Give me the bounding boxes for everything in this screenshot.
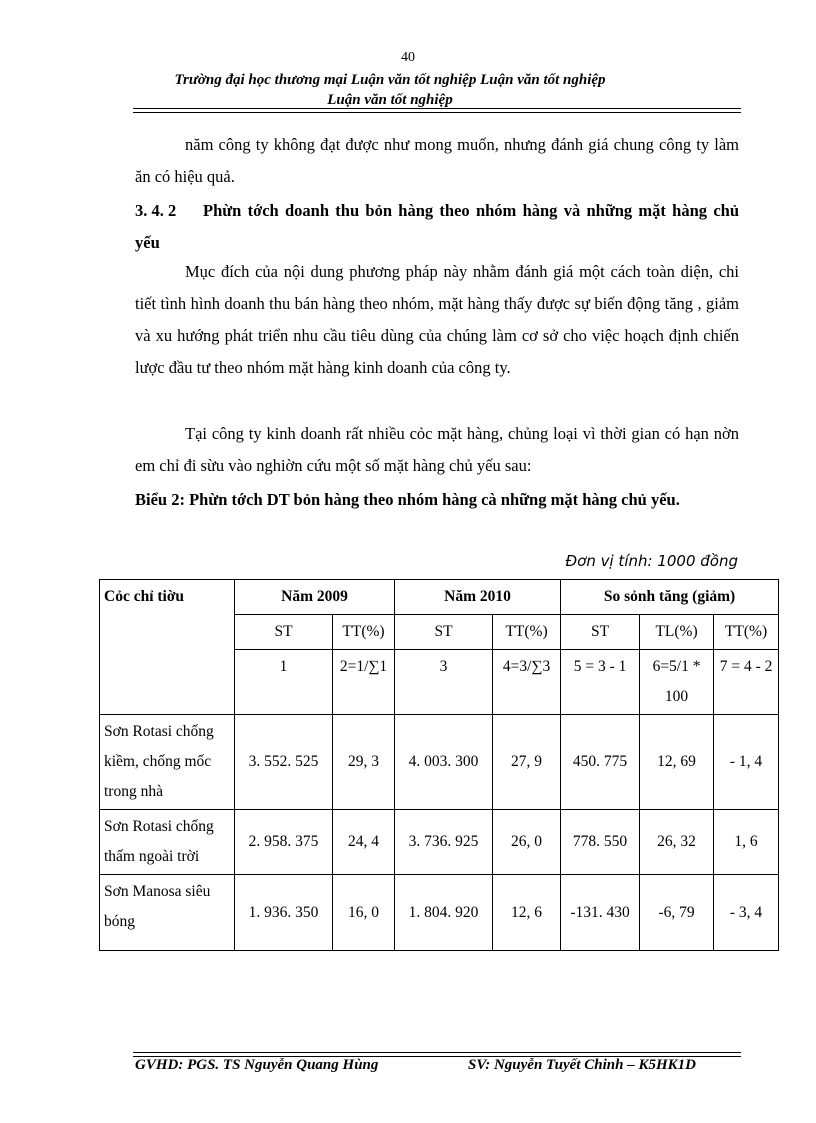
paragraph-3: Tại công ty kinh doanh rất nhiều cỏc mặt hàng, chủng loại vì thời gian có hạn nờn em chỉ đi sừu vào nghiờn cứu một số mặt hàng chủ yếu sau: bbox=[135, 424, 739, 475]
header-indicator: Cỏc chỉ tiờu bbox=[100, 580, 235, 715]
section-heading bbox=[135, 195, 739, 259]
table-cell: 12, 6 bbox=[493, 875, 561, 951]
footer-advisor: GVHD: PGS. TS Nguyễn Quang Hùng bbox=[135, 1057, 379, 1073]
header-line-2: Luận văn tốt nghiệp bbox=[327, 92, 453, 108]
subheader-cell: ST bbox=[235, 615, 333, 650]
footer-student: SV: Nguyễn Tuyết Chinh – K5HK1D bbox=[468, 1057, 696, 1073]
table-cell: 1. 936. 350 bbox=[235, 875, 333, 951]
table-cell: 26, 0 bbox=[493, 810, 561, 875]
table-cell: - 1, 4 bbox=[714, 715, 779, 810]
formula-cell: 3 bbox=[395, 650, 493, 715]
paragraph-2: Mục đích của nội dung phương pháp này nhằm đánh giá một cách toàn diện, chi tiết tình hình doanh thu bán hàng theo nhóm, mặt hàng thấy được sự biến động tăng , giảm và xu hướng phát triển nhu cầu tiêu dùng của chúng làm cơ sở cho việc hoạch định chiến lược đầu tư theo nhóm mặt hàng kinh doanh của công ty. bbox=[135, 262, 739, 377]
formula-cell: 1 bbox=[235, 650, 333, 715]
table-cell: -131. 430 bbox=[561, 875, 640, 951]
table-cell: 450. 775 bbox=[561, 715, 640, 810]
table-cell: 29, 3 bbox=[333, 715, 395, 810]
formula-cell: 2=1/∑1 bbox=[333, 650, 395, 715]
table-cell: 26, 32 bbox=[640, 810, 714, 875]
row-name: Sơn Rotasi chống kiềm, chống mốc trong nhà bbox=[100, 715, 235, 810]
subheader-cell: TT(%) bbox=[714, 615, 779, 650]
row-name: Sơn Rotasi chống thấm ngoài trời bbox=[100, 810, 235, 875]
header-line-1: Trường đại học thương mại Luận văn tốt nghiệp Luận văn tốt nghiệp bbox=[174, 72, 606, 88]
table-cell: -6, 79 bbox=[640, 875, 714, 951]
section-title: Phừn tớch doanh thu bỏn hàng theo nhóm hàng và những mặt hàng chủ yếu bbox=[135, 201, 739, 252]
table-cell: 12, 69 bbox=[640, 715, 714, 810]
formula-cell: 4=3/∑3 bbox=[493, 650, 561, 715]
section-number: 3. 4. 2 bbox=[135, 201, 177, 220]
table-cell: 778. 550 bbox=[561, 810, 640, 875]
table-cell: 27, 9 bbox=[493, 715, 561, 810]
table-cell: 24, 4 bbox=[333, 810, 395, 875]
header-year-2009: Năm 2009 bbox=[235, 580, 395, 615]
table-cell: 3. 736. 925 bbox=[395, 810, 493, 875]
page-number: 40 bbox=[401, 50, 415, 65]
table-caption: Biểu 2: Phừn tớch DT bỏn hàng theo nhóm hàng cà những mặt hàng chủ yếu. bbox=[135, 490, 680, 509]
subheader-cell: TL(%) bbox=[640, 615, 714, 650]
subheader-cell: ST bbox=[561, 615, 640, 650]
table-cell: 2. 958. 375 bbox=[235, 810, 333, 875]
revenue-table bbox=[99, 579, 779, 951]
header-divider bbox=[133, 108, 741, 113]
subheader-cell: TT(%) bbox=[333, 615, 395, 650]
subheader-cell: TT(%) bbox=[493, 615, 561, 650]
formula-cell: 7 = 4 - 2 bbox=[714, 650, 779, 715]
unit-label: Đơn vị tính: 1000 đồng bbox=[565, 552, 738, 570]
formula-cell: 6=5/1 * 100 bbox=[640, 650, 714, 715]
paragraph-1: năm công ty không đạt được như mong muốn, nhưng đánh giá chung công ty làm ăn có hiệu quả. bbox=[135, 135, 739, 186]
table-header-row bbox=[100, 580, 779, 615]
running-header bbox=[130, 70, 650, 110]
table-cell: 1. 804. 920 bbox=[395, 875, 493, 951]
row-name: Sơn Manosa siêu bóng bbox=[100, 875, 235, 951]
table-cell: - 3, 4 bbox=[714, 875, 779, 951]
header-compare: So sỏnh tăng (giảm) bbox=[561, 580, 779, 615]
header-year-2010: Năm 2010 bbox=[395, 580, 561, 615]
table-cell: 4. 003. 300 bbox=[395, 715, 493, 810]
formula-cell: 5 = 3 - 1 bbox=[561, 650, 640, 715]
table-row bbox=[100, 875, 779, 951]
subheader-cell: ST bbox=[395, 615, 493, 650]
table-cell: 16, 0 bbox=[333, 875, 395, 951]
table-cell: 3. 552. 525 bbox=[235, 715, 333, 810]
table-cell: 1, 6 bbox=[714, 810, 779, 875]
table-row bbox=[100, 715, 779, 810]
table-row bbox=[100, 810, 779, 875]
